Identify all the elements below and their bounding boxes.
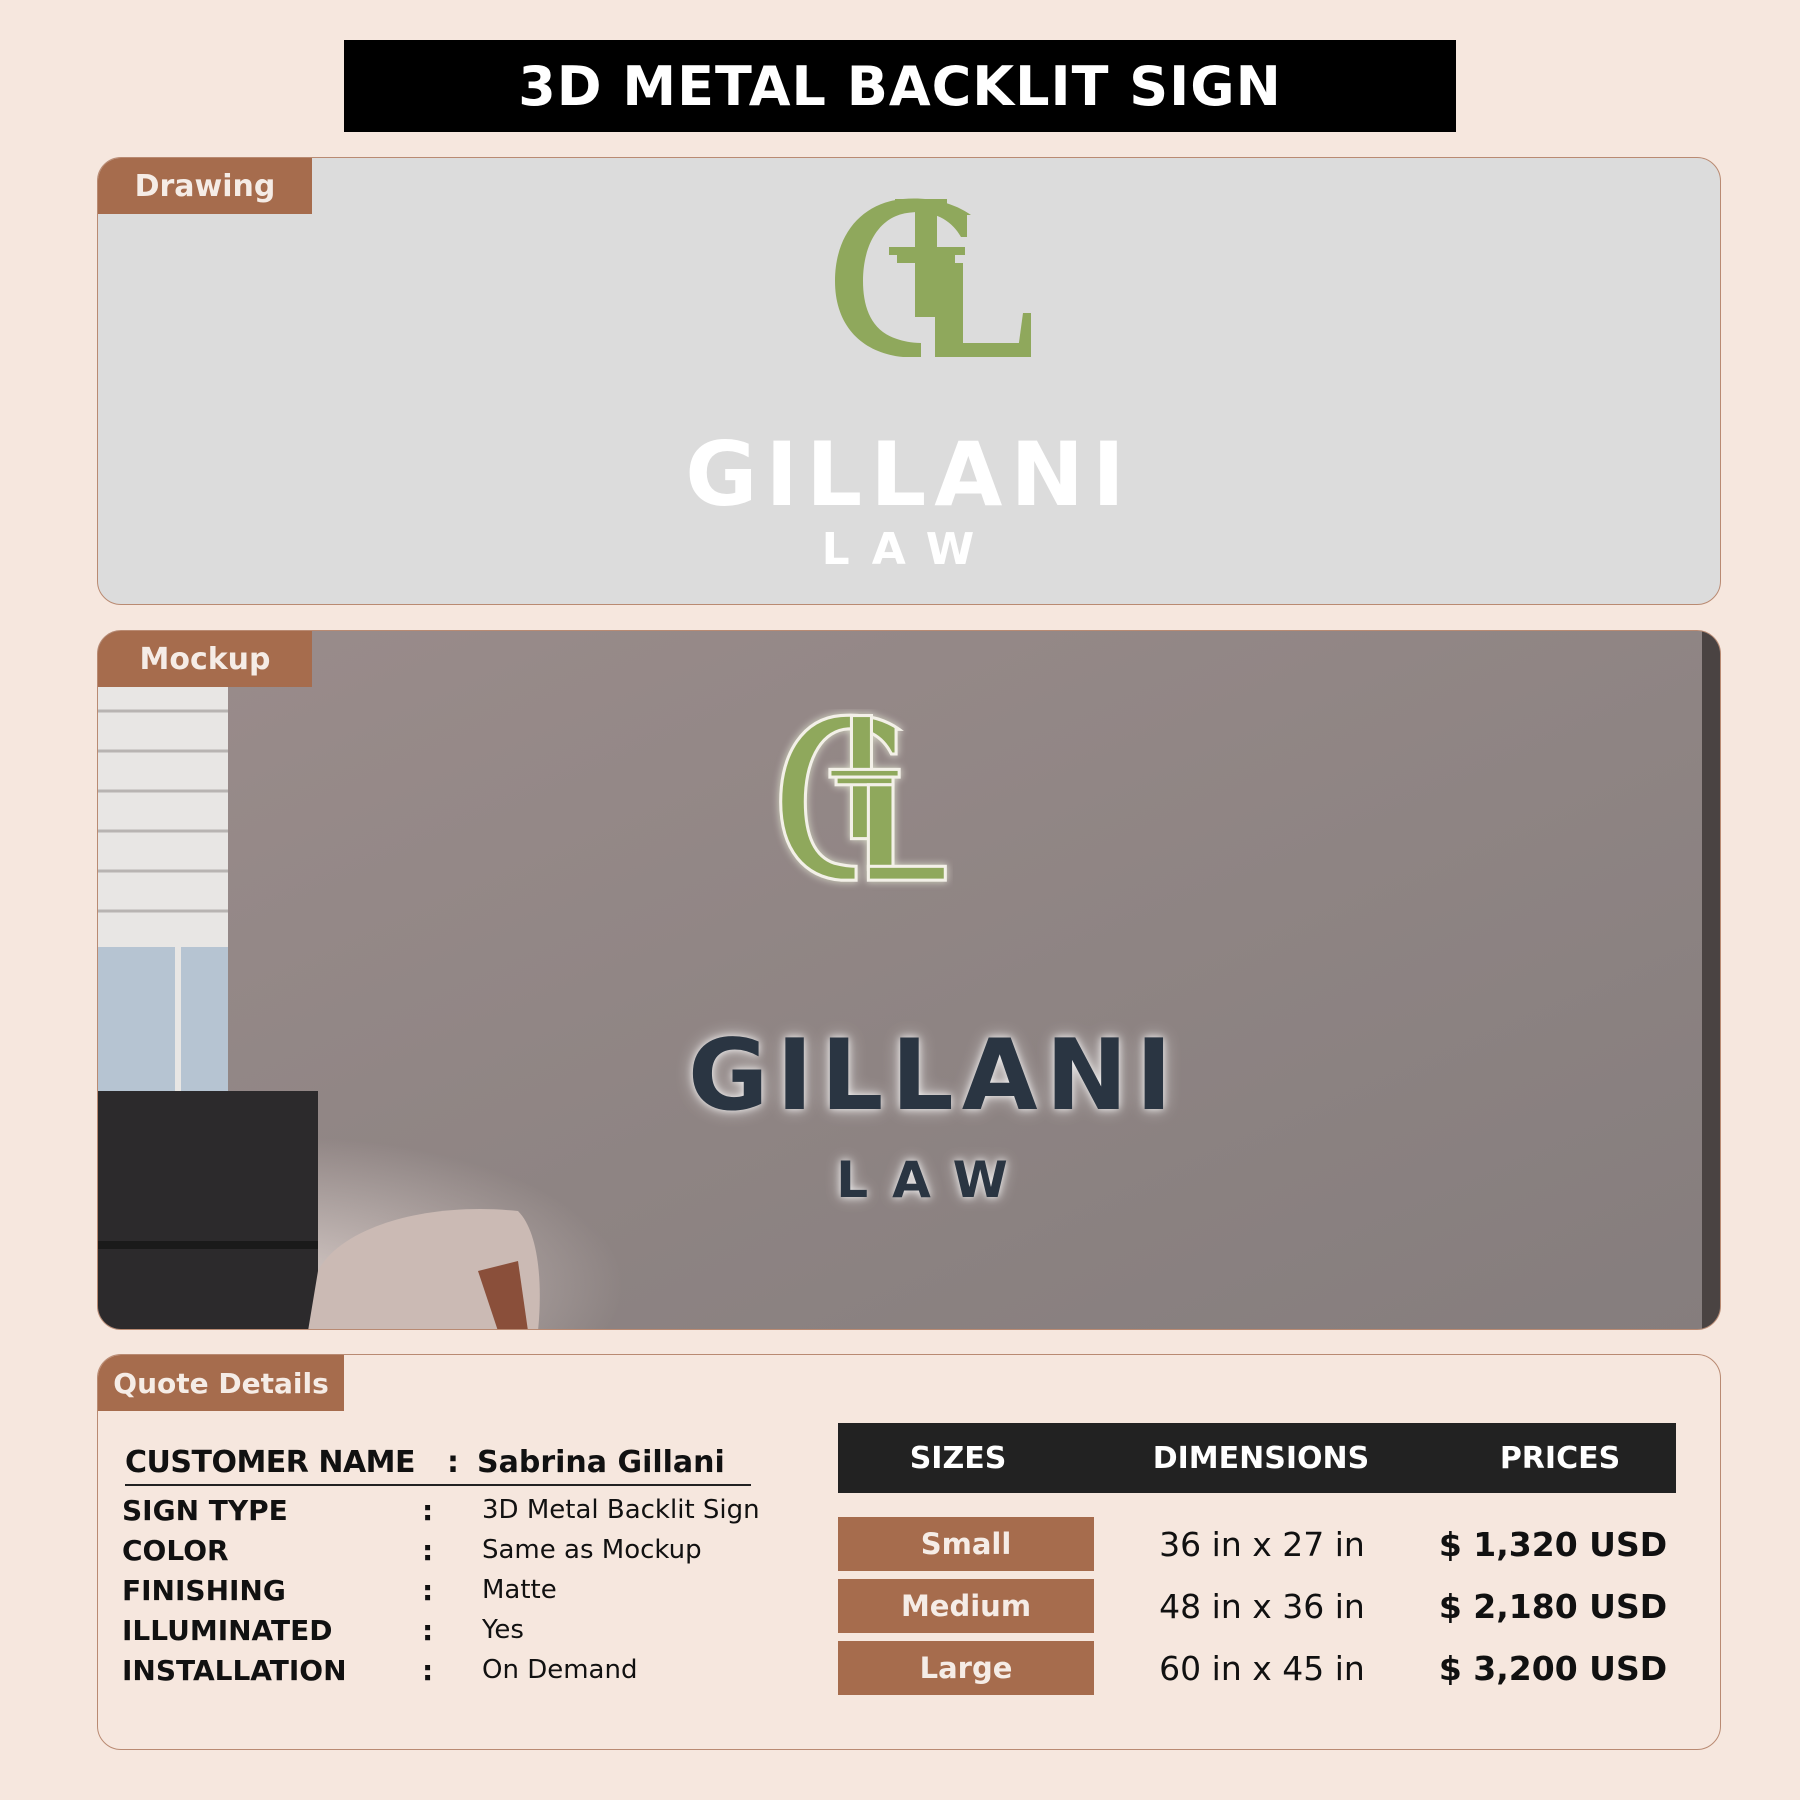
- header-dimensions: DIMENSIONS: [1152, 1440, 1370, 1476]
- mockup-panel: [97, 630, 1721, 1330]
- dimension-cell: 48 in x 36 in: [1159, 1586, 1365, 1626]
- price-cell: $ 3,200 USD: [1438, 1648, 1668, 1688]
- detail-value: Same as Mockup: [482, 1535, 702, 1565]
- drawing-tab: Drawing: [98, 158, 312, 214]
- header-sizes: SIZES: [909, 1440, 1007, 1476]
- size-cell: Medium: [838, 1579, 1094, 1633]
- price-table: [838, 1423, 1676, 1699]
- detail-row-color: [122, 1530, 762, 1570]
- mockup-logo-name: GILLANI: [687, 1019, 1181, 1133]
- detail-row-installation: [122, 1650, 762, 1690]
- detail-label: SIGN TYPE: [122, 1493, 288, 1527]
- customer-name-value: Sabrina Gillani: [477, 1445, 725, 1480]
- detail-label: FINISHING: [122, 1573, 286, 1607]
- detail-value: Yes: [482, 1615, 524, 1645]
- size-cell: Small: [838, 1517, 1094, 1571]
- detail-row-sign-type: [122, 1490, 762, 1530]
- price-cell: $ 2,180 USD: [1438, 1586, 1668, 1626]
- price-row-small: [838, 1513, 1676, 1575]
- price-row-large: [838, 1637, 1676, 1699]
- detail-row-finishing: [122, 1570, 762, 1610]
- detail-row-illuminated: [122, 1610, 762, 1650]
- mockup-tab: Mockup: [98, 631, 312, 687]
- quote-details-tab: Quote Details: [98, 1355, 344, 1411]
- detail-label: INSTALLATION: [122, 1653, 347, 1687]
- price-row-medium: [838, 1575, 1676, 1637]
- detail-colon: :: [422, 1493, 434, 1527]
- detail-label: ILLUMINATED: [122, 1613, 333, 1647]
- quote-details-list: [122, 1445, 762, 1690]
- detail-colon: :: [422, 1533, 434, 1567]
- detail-colon: :: [422, 1613, 434, 1647]
- detail-colon: :: [422, 1573, 434, 1607]
- dimension-cell: 60 in x 45 in: [1159, 1648, 1365, 1688]
- customer-name-label: CUSTOMER NAME: [125, 1445, 416, 1480]
- detail-value: Matte: [482, 1575, 557, 1605]
- size-cell: Large: [838, 1641, 1094, 1695]
- header-prices: PRICES: [1499, 1440, 1621, 1476]
- gl-monogram-icon: [791, 193, 1051, 373]
- price-table-header: [838, 1423, 1676, 1493]
- gl-monogram-3d-icon: [753, 709, 953, 939]
- mockup-logo-sub: LAW: [836, 1151, 1032, 1209]
- detail-colon: :: [422, 1653, 434, 1687]
- drawing-panel: [97, 157, 1721, 605]
- price-cell: $ 1,320 USD: [1438, 1524, 1668, 1564]
- detail-label: COLOR: [122, 1533, 229, 1567]
- drawing-logo-name: GILLANI: [685, 423, 1133, 526]
- page-title: 3D METAL BACKLIT SIGN: [344, 40, 1456, 132]
- drawing-logo-sub: LAW: [821, 524, 997, 575]
- customer-name-colon: :: [447, 1445, 459, 1480]
- dimension-cell: 36 in x 27 in: [1159, 1524, 1365, 1564]
- detail-value: 3D Metal Backlit Sign: [482, 1495, 760, 1525]
- quote-panel: [97, 1354, 1721, 1750]
- customer-name-row: [125, 1445, 751, 1486]
- detail-value: On Demand: [482, 1655, 638, 1685]
